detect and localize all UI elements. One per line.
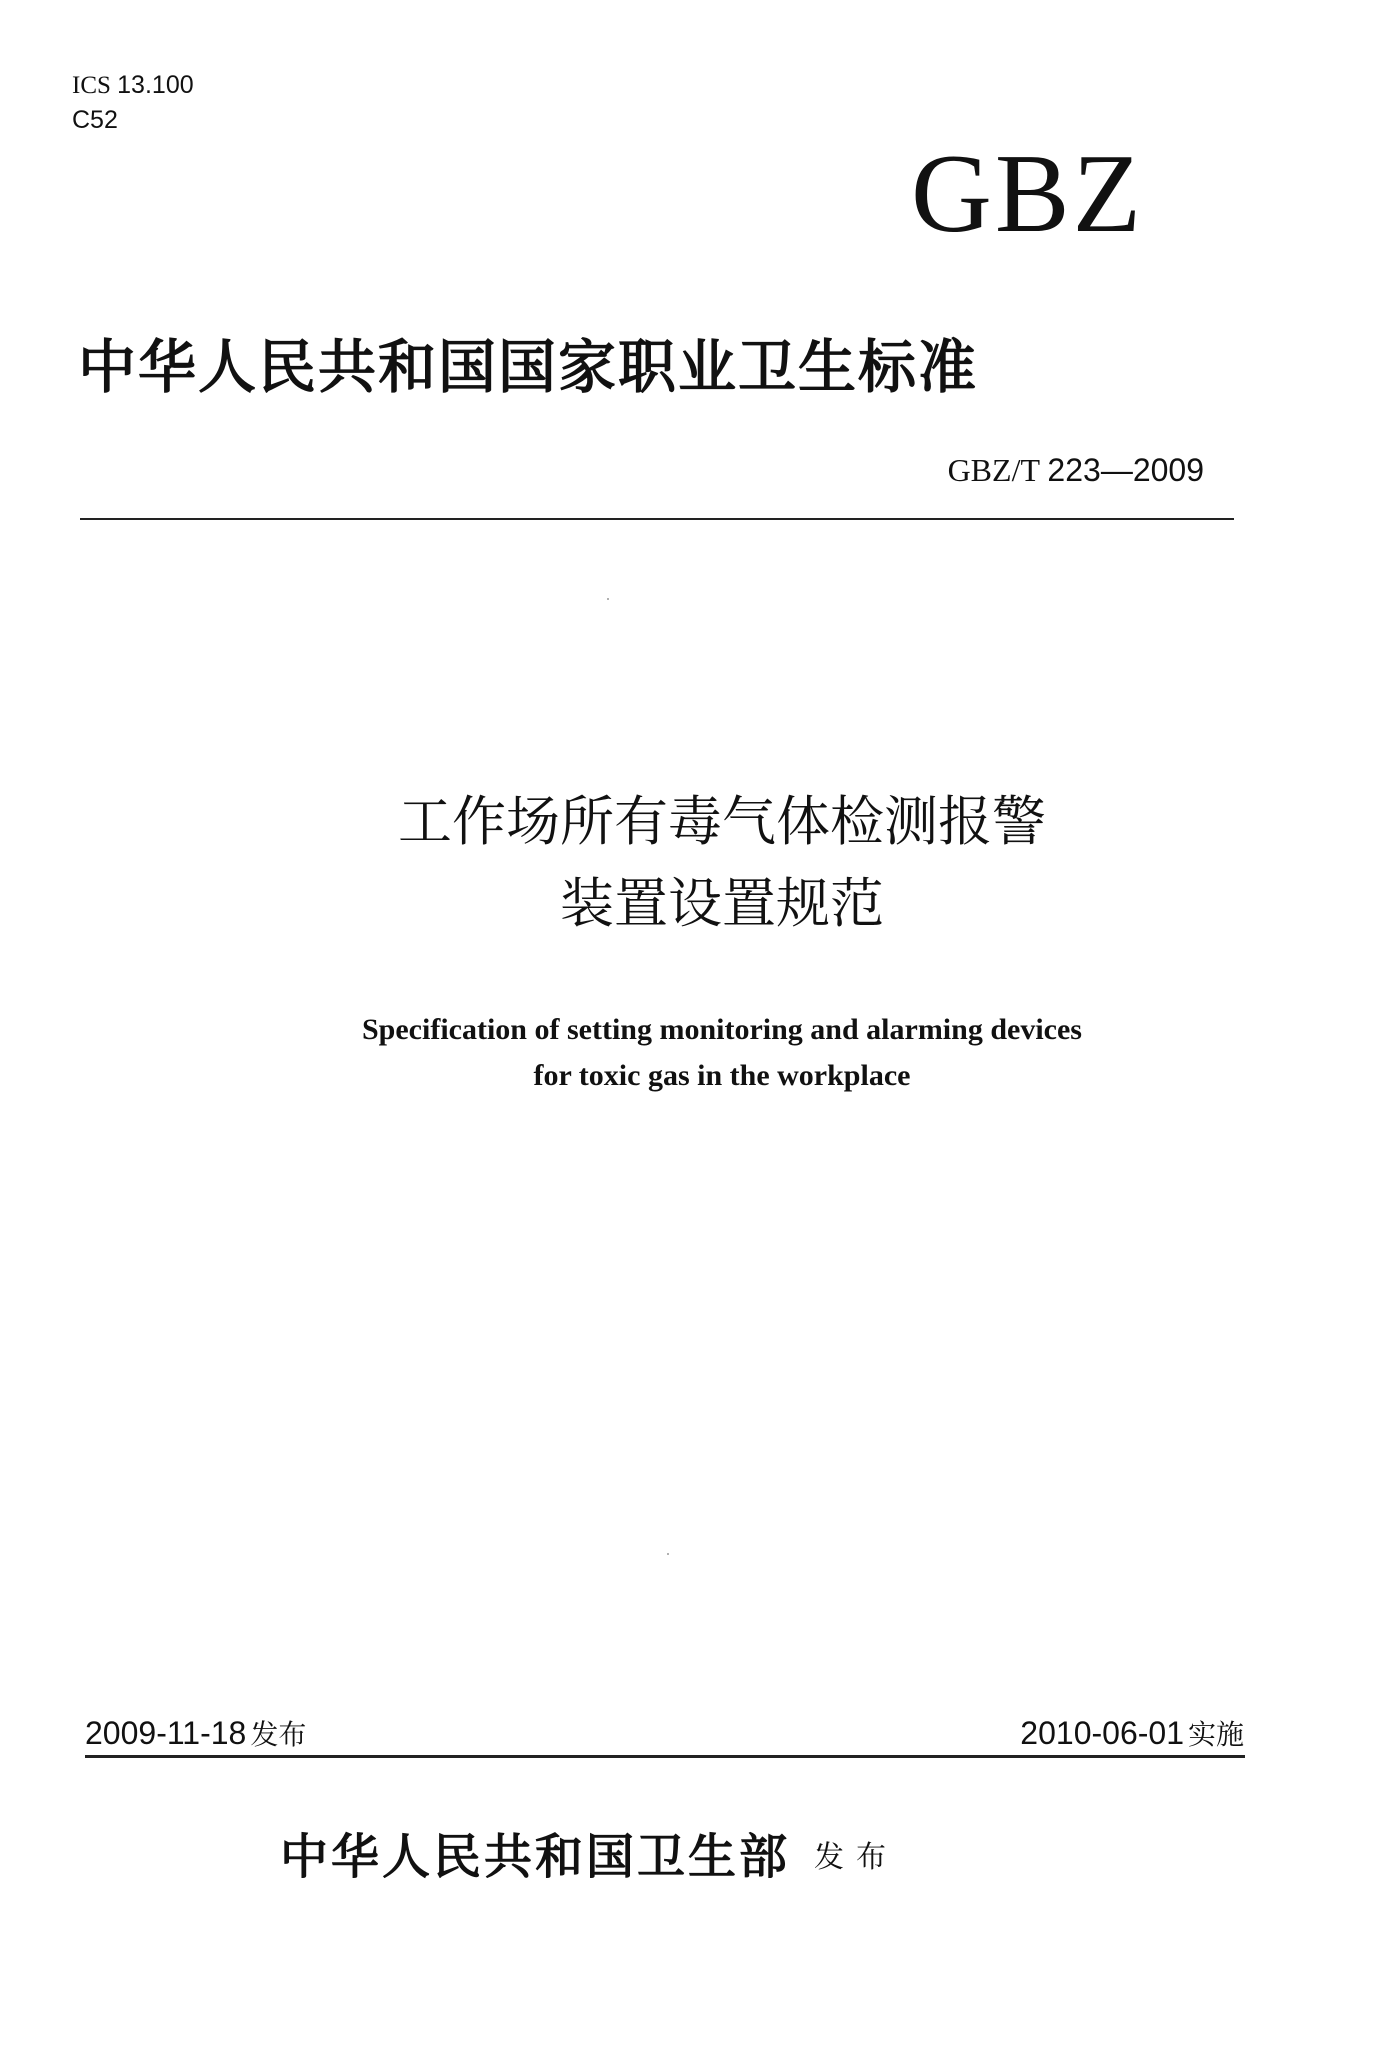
issue-label: 发布 (250, 1718, 307, 1751)
scan-speck (607, 598, 609, 600)
ics-code: 13.100 (117, 71, 194, 99)
ics-label: ICS (72, 72, 111, 99)
document-title-zh-line1: 工作场所有毒气体检测报警 (398, 790, 1046, 853)
classification-codes (72, 68, 194, 137)
standard-mark: GBZ (911, 132, 1144, 256)
ics-line (72, 68, 194, 103)
publisher-label: 发布 (814, 1840, 899, 1875)
standard-number-value: 223—2009 (1047, 452, 1204, 488)
issue-date-value: 2009-11-18 (85, 1715, 247, 1751)
document-title-zh-line2: 装置设置规范 (560, 872, 884, 935)
issue-date (85, 1713, 306, 1753)
standard-number (948, 452, 1204, 489)
scan-speck (667, 1553, 669, 1555)
top-divider (80, 518, 1234, 520)
bottom-divider (85, 1755, 1245, 1758)
publisher-name: 中华人民共和国卫生部 (280, 1829, 791, 1885)
standard-prefix: GBZ/T (947, 452, 1040, 488)
document-title-en-line2: for toxic gas in the workplace (533, 1059, 911, 1092)
publisher (280, 1818, 898, 1887)
document-title-en-line1: Specification of setting monitoring and alarming devices (362, 1013, 1082, 1046)
implementation-date (1020, 1713, 1244, 1753)
standard-title: 中华人民共和国国家职业卫生标准 (78, 333, 979, 401)
implementation-label: 实施 (1187, 1718, 1244, 1751)
implementation-date-value: 2010-06-01 (1020, 1715, 1184, 1751)
ccs-code: C52 (72, 106, 118, 134)
